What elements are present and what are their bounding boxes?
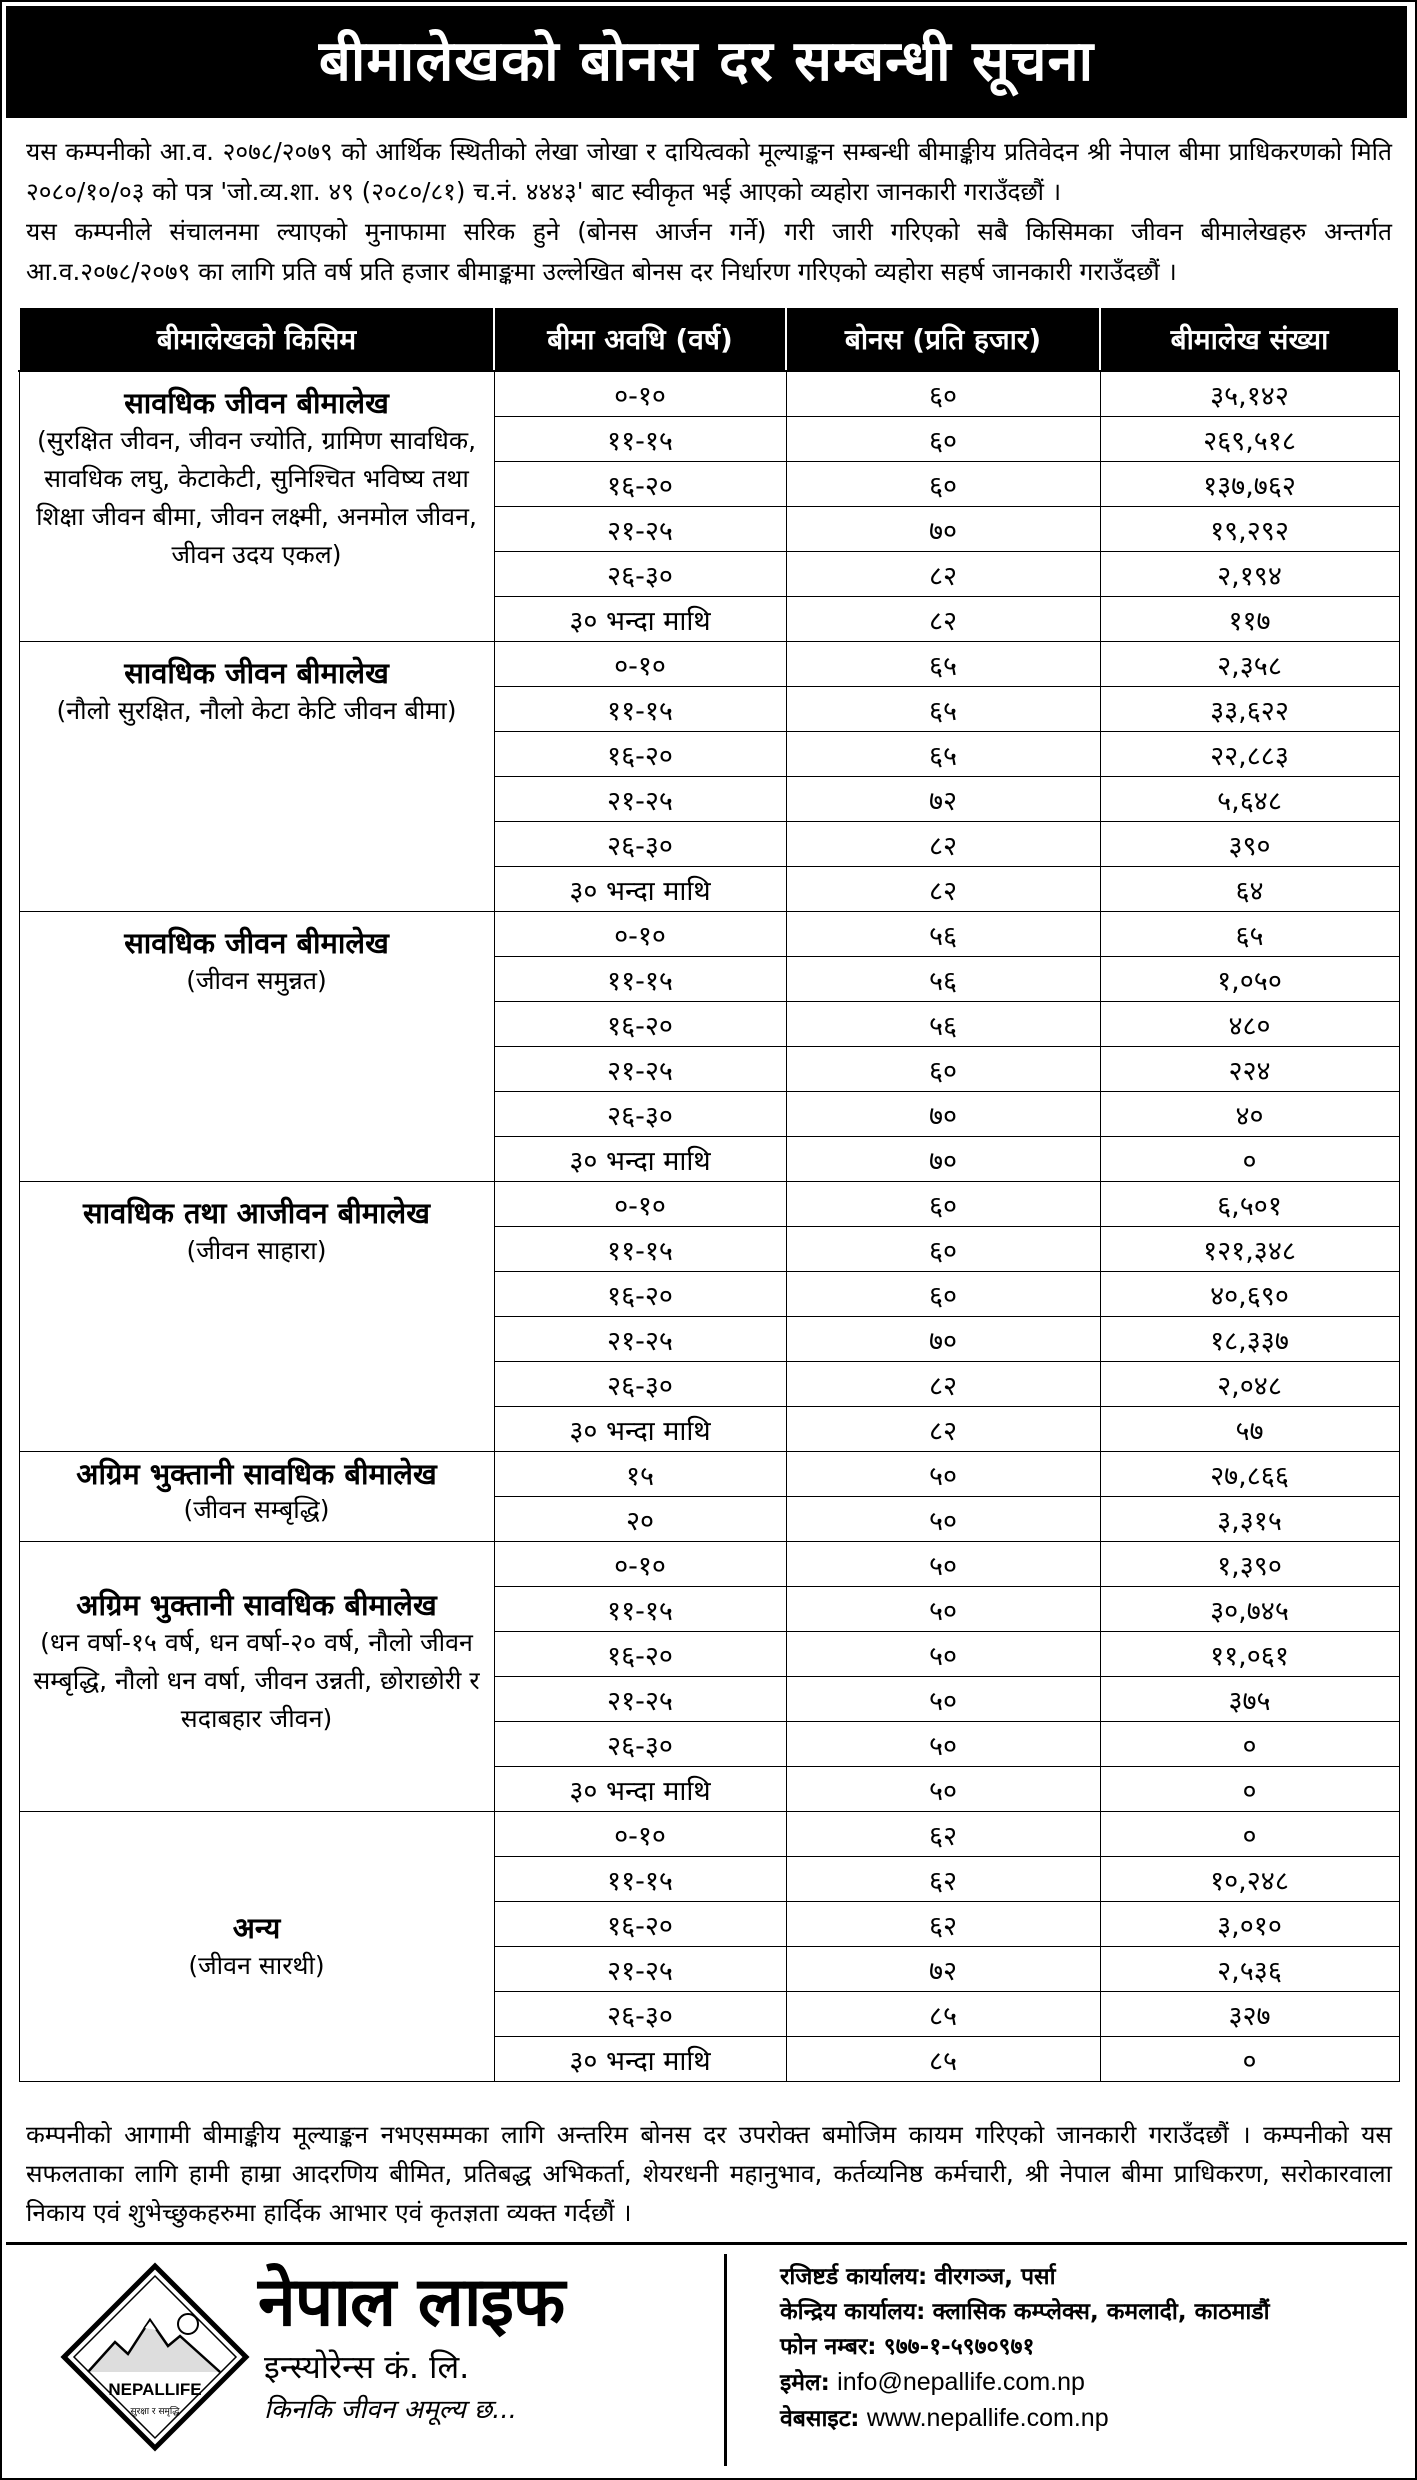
category-title: सावधिक जीवन बीमालेख	[124, 386, 389, 420]
count-cell: ५,६४८	[1100, 777, 1399, 822]
count-cell: १,०५०	[1100, 957, 1399, 1002]
bonus-cell: ६०	[786, 417, 1100, 462]
table-row	[19, 1812, 1399, 1857]
bonus-cell: ५६	[786, 912, 1100, 957]
term-cell: ०-१०	[494, 1182, 786, 1227]
bonus-cell: ६०	[786, 1272, 1100, 1317]
bonus-cell: ५०	[786, 1587, 1100, 1632]
bonus-cell: ५०	[786, 1722, 1100, 1767]
count-cell: ०	[1100, 1137, 1399, 1182]
category-title: अन्य	[232, 1910, 281, 1945]
bonus-cell: ६२	[786, 1812, 1100, 1857]
table-row	[19, 642, 1399, 687]
term-cell: ३० भन्दा माथि	[494, 1407, 786, 1452]
phone-value: ९७७-१-५९७०९७१	[883, 2334, 1035, 2360]
category-cell	[19, 912, 494, 1182]
category-cell	[19, 1182, 494, 1452]
closing-notice	[26, 2115, 1392, 2232]
bonus-cell: ६०	[786, 1182, 1100, 1227]
bonus-cell: ७०	[786, 1092, 1100, 1137]
phone-label: फोन नम्बर:	[780, 2334, 877, 2360]
header-policy-count: बीमालेख संख्या	[1100, 307, 1399, 371]
term-cell: ११-१५	[494, 1857, 786, 1902]
count-cell: २,०४८	[1100, 1362, 1399, 1407]
term-cell: ३० भन्दा माथि	[494, 1137, 786, 1182]
table-row	[19, 1542, 1399, 1587]
closing-paragraph: कम्पनीको आगामी बीमाङ्कीय मूल्याङ्कन नभएसम्मका लागि अन्तरिम बोनस दर उपरोक्त बमोजिम कायम गरिएको जानकारी गराउँदछौं । कम्पनीको यस सफलताका लागि हामी हाम्रा आदरणिय बीमित, प्रतिबद्ध अभिकर्ता, शेयरधनी महानुभाव, कर्तव्यनिष्ठ कर्मचारी, श्री नेपाल बीमा प्राधिकरण, सरोकारवाला निकाय एवं शुभेच्छुकहरुमा हार्दिक आभार एवं कृतज्ञता व्यक्त गर्दछौं ।	[26, 2120, 1392, 2227]
count-cell: ११,०६१	[1100, 1632, 1399, 1677]
table-row	[19, 1452, 1399, 1497]
central-office-value: क्लासिक कम्प्लेक्स, कमलादी, काठमाडौं	[932, 2299, 1270, 2325]
logo-subtext: सुरक्षा र समृद्धि	[130, 2407, 180, 2417]
count-cell: ०	[1100, 1767, 1399, 1812]
bonus-cell: ५६	[786, 1002, 1100, 1047]
bonus-cell: ५०	[786, 1542, 1100, 1587]
bonus-cell: ५०	[786, 1767, 1100, 1812]
category-cell	[19, 642, 494, 912]
count-cell: ४०,६९०	[1100, 1272, 1399, 1317]
term-cell: २६-३०	[494, 1722, 786, 1767]
bonus-cell: ६०	[786, 1227, 1100, 1272]
brand-subtitle: इन्स्योरेन्स कं. लि.	[264, 2348, 470, 2386]
count-cell: २७,८६६	[1100, 1452, 1399, 1497]
website	[780, 2401, 1270, 2437]
central-office	[780, 2295, 1270, 2330]
bonus-cell: ६२	[786, 1857, 1100, 1902]
term-cell: ३० भन्दा माथि	[494, 2037, 786, 2082]
category-cell	[19, 371, 494, 642]
bonus-cell: ८२	[786, 867, 1100, 912]
term-cell: ११-१५	[494, 687, 786, 732]
count-cell: ६५	[1100, 912, 1399, 957]
bonus-cell: ८२	[786, 1362, 1100, 1407]
logo-text: NEPALLIFE	[108, 2380, 202, 2399]
count-cell: २,३५८	[1100, 642, 1399, 687]
contact-info	[780, 2260, 1270, 2437]
term-cell: ०-१०	[494, 371, 786, 417]
term-cell: १६-२०	[494, 732, 786, 777]
bonus-cell: ८५	[786, 2037, 1100, 2082]
brand-name: नेपाल लाइफ	[258, 2263, 565, 2342]
registered-office-label: रजिष्टर्ड कार्यालय:	[780, 2264, 928, 2290]
count-cell: २२,८८३	[1100, 732, 1399, 777]
term-cell: २१-२५	[494, 507, 786, 552]
bonus-cell: ५०	[786, 1677, 1100, 1722]
count-cell: ३०,७४५	[1100, 1587, 1399, 1632]
header-policy-type: बीमालेखको किसिम	[19, 307, 494, 371]
bonus-cell: ५०	[786, 1632, 1100, 1677]
count-cell: ३,०१०	[1100, 1902, 1399, 1947]
term-cell: २१-२५	[494, 1047, 786, 1092]
email-link[interactable]: info@nepallife.com.np	[837, 2368, 1085, 2396]
category-cell	[19, 1452, 494, 1542]
table-row	[19, 912, 1399, 957]
bonus-cell: ५०	[786, 1497, 1100, 1542]
category-cell	[19, 1812, 494, 2082]
count-cell: ५७	[1100, 1407, 1399, 1452]
email	[780, 2365, 1270, 2401]
count-cell: ६,५०१	[1100, 1182, 1399, 1227]
term-cell: ११-१५	[494, 1587, 786, 1632]
count-cell: ३५,१४२	[1100, 371, 1399, 417]
registered-office	[780, 2260, 1270, 2295]
brand-tagline: किनकि जीवन अमूल्य छ...	[264, 2395, 517, 2425]
count-cell: १८,३३७	[1100, 1317, 1399, 1362]
bonus-cell: ६५	[786, 687, 1100, 732]
table-row	[19, 371, 1399, 417]
term-cell: ११-१५	[494, 957, 786, 1002]
bonus-cell: ७०	[786, 1317, 1100, 1362]
bonus-cell: ७०	[786, 1137, 1100, 1182]
bonus-cell: ६०	[786, 1047, 1100, 1092]
term-cell: ३० भन्दा माथि	[494, 867, 786, 912]
count-cell: ४८०	[1100, 1002, 1399, 1047]
term-cell: १६-२०	[494, 1632, 786, 1677]
count-cell: २६९,५१८	[1100, 417, 1399, 462]
bonus-rate-table	[18, 306, 1400, 2082]
category-title: सावधिक जीवन बीमालेख	[124, 656, 389, 690]
count-cell: १०,२४८	[1100, 1857, 1399, 1902]
category-desc: (सुरक्षित जीवन, जीवन ज्योति, ग्रामिण सावधिक, सावधिक लघु, केटाकेटी, सुनिश्चित भविष्य तथा शिक्षा जीवन बीमा, जीवन लक्ष्मी, अनमोल जीवन, जीवन उदय एकल)	[36, 426, 477, 569]
term-cell: २६-३०	[494, 1092, 786, 1137]
email-label: इमेल:	[780, 2370, 830, 2396]
term-cell: ११-१५	[494, 1227, 786, 1272]
header-term: बीमा अवधि (वर्ष)	[494, 307, 786, 371]
count-cell: १,३९०	[1100, 1542, 1399, 1587]
bonus-cell: ८२	[786, 597, 1100, 642]
category-cell	[19, 1542, 494, 1812]
category-title: अग्रिम भुक्तानी सावधिक बीमालेख	[76, 1457, 437, 1491]
term-cell: २६-३०	[494, 552, 786, 597]
bonus-cell: ५६	[786, 957, 1100, 1002]
category-desc: (जीवन साहारा)	[186, 1236, 327, 1265]
term-cell: १६-२०	[494, 1272, 786, 1317]
term-cell: १६-२०	[494, 462, 786, 507]
category-title: सावधिक जीवन बीमालेख	[124, 926, 389, 960]
website-link[interactable]: www.nepallife.com.np	[866, 2404, 1109, 2432]
website-label: वेबसाइट:	[780, 2406, 860, 2432]
term-cell: ०-१०	[494, 1812, 786, 1857]
bonus-cell: ६२	[786, 1902, 1100, 1947]
term-cell: १५	[494, 1452, 786, 1497]
footer-vertical-divider	[724, 2254, 727, 2466]
count-cell: ४०	[1100, 1092, 1399, 1137]
phone	[780, 2330, 1270, 2365]
count-cell: ३३,६२२	[1100, 687, 1399, 732]
bonus-cell: ६०	[786, 462, 1100, 507]
count-cell: ३७५	[1100, 1677, 1399, 1722]
count-cell: १३७,७६२	[1100, 462, 1399, 507]
count-cell: २२४	[1100, 1047, 1399, 1092]
term-cell: २६-३०	[494, 1362, 786, 1407]
intro-notice	[26, 132, 1392, 292]
category-title: अग्रिम भुक्तानी सावधिक बीमालेख	[76, 1588, 437, 1622]
term-cell: १६-२०	[494, 1902, 786, 1947]
bonus-cell: ८२	[786, 1407, 1100, 1452]
term-cell: २१-२५	[494, 777, 786, 822]
registered-office-value: वीरगञ्ज, पर्सा	[934, 2264, 1056, 2290]
bonus-cell: ८२	[786, 822, 1100, 867]
count-cell: ६४	[1100, 867, 1399, 912]
page-title: बीमालेखको बोनस दर सम्बन्धी सूचना	[6, 6, 1407, 118]
term-cell: १६-२०	[494, 1002, 786, 1047]
term-cell: ११-१५	[494, 417, 786, 462]
footer-divider	[6, 2242, 1407, 2245]
term-cell: ०-१०	[494, 912, 786, 957]
category-desc: (जीवन सारथी)	[188, 1950, 325, 1980]
table-row	[19, 1182, 1399, 1227]
bonus-cell: ५०	[786, 1452, 1100, 1497]
term-cell: २६-३०	[494, 1992, 786, 2037]
term-cell: २१-२५	[494, 1677, 786, 1722]
term-cell: २६-३०	[494, 822, 786, 867]
bonus-cell: ७२	[786, 777, 1100, 822]
term-cell: २१-२५	[494, 1317, 786, 1362]
count-cell: ११७	[1100, 597, 1399, 642]
count-cell: ०	[1100, 1812, 1399, 1857]
count-cell: १२१,३४८	[1100, 1227, 1399, 1272]
bonus-cell: ६०	[786, 371, 1100, 417]
logo-emblem-icon	[60, 2262, 250, 2452]
category-desc: (नौलो सुरक्षित, नौलो केटा केटि जीवन बीमा)	[56, 696, 457, 725]
category-title: सावधिक तथा आजीवन बीमालेख	[83, 1196, 430, 1230]
table-header-row	[19, 307, 1399, 371]
count-cell: ३२७	[1100, 1992, 1399, 2037]
intro-paragraph-1: यस कम्पनीको आ.व. २०७८/२०७९ को आर्थिक स्थितीको लेखा जोखा र दायित्वको मूल्याङ्कन सम्बन्धी बीमाङ्कीय प्रतिवेदन श्री नेपाल बीमा प्राधिकरणको मिति २०८०/१०/०३ को पत्र 'जो.व्य.शा. ४९ (२०८०/८१) च.नं. ४४४३' बाट स्वीकृत भई आएको व्यहोरा जानकारी गराउँदछौं ।	[26, 137, 1392, 206]
term-cell: ०-१०	[494, 642, 786, 687]
bonus-cell: ८२	[786, 552, 1100, 597]
count-cell: २,१९४	[1100, 552, 1399, 597]
bonus-cell: ७२	[786, 1947, 1100, 1992]
term-cell: २१-२५	[494, 1947, 786, 1992]
header-bonus: बोनस (प्रति हजार)	[786, 307, 1100, 371]
brand-block	[258, 2262, 564, 2430]
count-cell: ०	[1100, 1722, 1399, 1767]
category-desc: (धन वर्षा-१५ वर्ष, धन वर्षा-२० वर्ष, नौलो जीवन सम्बृद्धि, नौलो धन वर्षा, जीवन उन्नती, छोराछोरी र सदाबहार जीवन)	[33, 1628, 480, 1733]
term-cell: ०-१०	[494, 1542, 786, 1587]
term-cell: ३० भन्दा माथि	[494, 1767, 786, 1812]
count-cell: १९,२९२	[1100, 507, 1399, 552]
company-logo	[60, 2262, 250, 2452]
central-office-label: केन्द्रिय कार्यालय:	[780, 2299, 926, 2325]
bonus-cell: ८५	[786, 1992, 1100, 2037]
term-cell: ३० भन्दा माथि	[494, 597, 786, 642]
category-desc: (जीवन सम्बृद्धि)	[183, 1495, 330, 1524]
category-desc: (जीवन समुन्नत)	[186, 966, 327, 995]
count-cell: ३,३१५	[1100, 1497, 1399, 1542]
term-cell: २०	[494, 1497, 786, 1542]
bonus-cell: ६५	[786, 642, 1100, 687]
intro-paragraph-2: यस कम्पनीले संचालनमा ल्याएको मुनाफामा सरिक हुने (बोनस आर्जन गर्ने) गरी जारी गरिएको सबै किसिमका जीवन बीमालेखहरु अन्तर्गत आ.व.२०७८/२०७९ का लागि प्रति वर्ष प्रति हजार बीमाङ्कमा उल्लेखित बोनस दर निर्धारण गरिएको व्यहोरा सहर्ष जानकारी गराउँदछौं ।	[26, 217, 1392, 286]
bonus-cell: ६५	[786, 732, 1100, 777]
bonus-cell: ७०	[786, 507, 1100, 552]
count-cell: २,५३६	[1100, 1947, 1399, 1992]
count-cell: ०	[1100, 2037, 1399, 2082]
count-cell: ३९०	[1100, 822, 1399, 867]
